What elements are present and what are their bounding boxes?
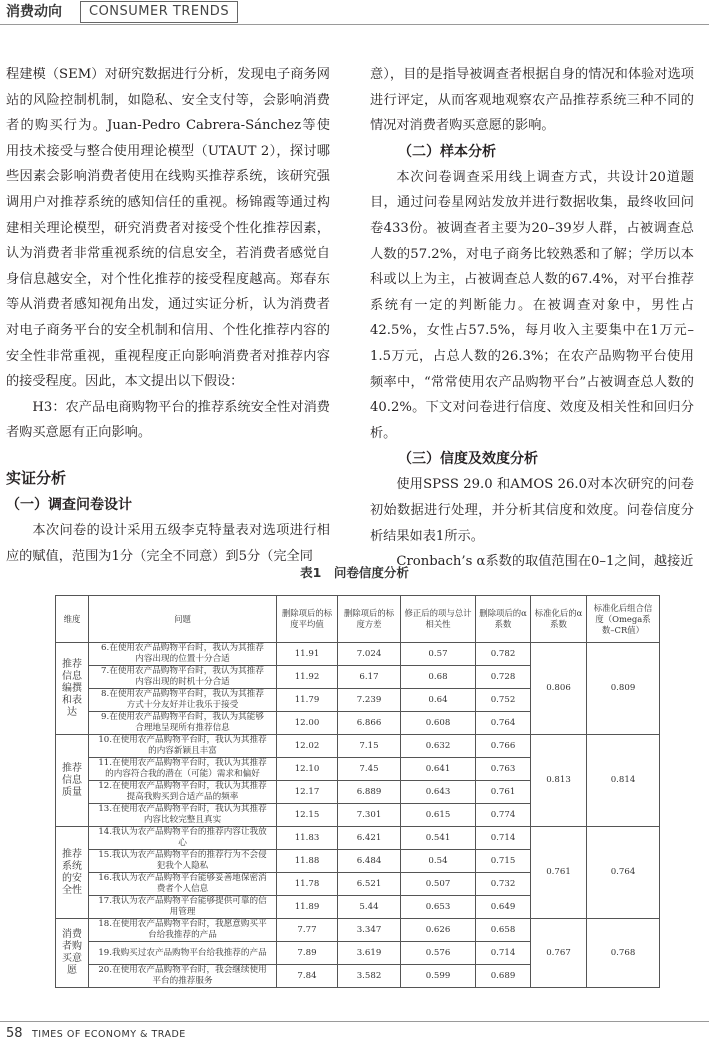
- table-row: [56, 735, 660, 758]
- table-title: 表1 问卷信度分析: [300, 565, 409, 580]
- correlation-cell: 0.608: [401, 712, 476, 735]
- question-cell: 9.在使用农产品购物平台时，我认为其能够合理地呈现所有推荐信息: [89, 712, 277, 735]
- correlation-cell: 0.626: [401, 919, 476, 942]
- dimension-cell: 消费者购买意愿: [56, 919, 89, 988]
- right-column: [370, 62, 694, 575]
- alpha-cell: 0.732: [476, 873, 531, 896]
- alpha-cell: 0.752: [476, 689, 531, 712]
- paragraph: Cronbach’s α系数的取值范围在0–1之间，越接近: [396, 554, 694, 570]
- variance-cell: 7.45: [338, 758, 401, 781]
- alpha-cell: 0.766: [476, 735, 531, 758]
- alpha-cell: 0.689: [476, 965, 531, 988]
- correlation-cell: 0.599: [401, 965, 476, 988]
- header-cell: 修正后的项与总计相关性: [401, 596, 476, 643]
- mean-cell: 7.89: [277, 942, 338, 965]
- correlation-cell: 0.57: [401, 643, 476, 666]
- hypothesis: H3：农产品电商购物平台的推荐系统安全性对消费者购买意愿有正向影响。: [6, 399, 330, 441]
- correlation-cell: 0.643: [401, 781, 476, 804]
- mean-cell: 11.88: [277, 850, 338, 873]
- mean-cell: 12.00: [277, 712, 338, 735]
- question-cell: 19.我购买过农产品购物平台给我推荐的产品: [89, 942, 277, 965]
- question-cell: 13.在使用农产品购物平台时，我认为其推荐内容比较完整且真实: [89, 804, 277, 827]
- table-row: [56, 827, 660, 850]
- variance-cell: 6.421: [338, 827, 401, 850]
- correlation-cell: 0.507: [401, 873, 476, 896]
- mean-cell: 11.83: [277, 827, 338, 850]
- question-cell: 12.在使用农产品购物平台时，我认为其推荐提高我购买到合适产品的频率: [89, 781, 277, 804]
- variance-cell: 3.619: [338, 942, 401, 965]
- question-cell: 14.我认为农产品购物平台的推荐内容让我放心: [89, 827, 277, 850]
- correlation-cell: 0.541: [401, 827, 476, 850]
- correlation-cell: 0.641: [401, 758, 476, 781]
- mean-cell: 11.91: [277, 643, 338, 666]
- question-cell: 17.我认为农产品购物平台能够提供可靠的信用管理: [89, 896, 277, 919]
- correlation-cell: 0.653: [401, 896, 476, 919]
- header-cell: 问题: [89, 596, 277, 643]
- dimension-cell: 推荐信息编撰和表达: [56, 643, 89, 735]
- alpha-cell: 0.658: [476, 919, 531, 942]
- question-cell: 11.在使用农产品购物平台时，我认为其推荐的内容符合我的潜在（可能）需求和偏好: [89, 758, 277, 781]
- header-cell: 删除项后的α系数: [476, 596, 531, 643]
- subsection-heading: （一）调查问卷设计: [6, 496, 132, 513]
- alpha-cell: 0.715: [476, 850, 531, 873]
- variance-cell: 6.521: [338, 873, 401, 896]
- question-cell: 7.在使用农产品购物平台时，我认为其推荐内容出现的时机十分合适: [89, 666, 277, 689]
- std-alpha-cell: 0.767: [531, 919, 587, 988]
- header-rule: [0, 24, 709, 25]
- alpha-cell: 0.782: [476, 643, 531, 666]
- cr-cell: 0.809: [587, 643, 660, 735]
- variance-cell: 7.239: [338, 689, 401, 712]
- cr-cell: 0.814: [587, 735, 660, 827]
- variance-cell: 7.301: [338, 804, 401, 827]
- cr-cell: 0.764: [587, 827, 660, 919]
- variance-cell: 7.024: [338, 643, 401, 666]
- correlation-cell: 0.632: [401, 735, 476, 758]
- paragraph: 使用SPSS 29.0 和AMOS 26.0对本次研究的问卷初始数据进行处理，并分析其信度和效度。问卷信度分析结果如表1所示。: [370, 477, 694, 544]
- mean-cell: 12.10: [277, 758, 338, 781]
- section-label-en: CONSUMER TRENDS: [80, 1, 238, 23]
- subsection-heading: （二）样本分析: [398, 143, 496, 160]
- correlation-cell: 0.615: [401, 804, 476, 827]
- paragraph: 本次问卷的设计采用五级李克特量表对选项进行相应的赋值，范围为1分（完全不同意）到5分（完全同: [6, 522, 330, 564]
- mean-cell: 11.78: [277, 873, 338, 896]
- mean-cell: 12.17: [277, 781, 338, 804]
- alpha-cell: 0.649: [476, 896, 531, 919]
- footer-rule: [0, 1021, 709, 1022]
- mean-cell: 11.92: [277, 666, 338, 689]
- reliability-table: [55, 595, 660, 988]
- variance-cell: 6.484: [338, 850, 401, 873]
- correlation-cell: 0.64: [401, 689, 476, 712]
- table-row: [56, 643, 660, 666]
- left-column: [6, 62, 330, 569]
- alpha-cell: 0.774: [476, 804, 531, 827]
- header-cell: 标准化后组合信度（Omega系数–CR值）: [587, 596, 660, 643]
- mean-cell: 12.02: [277, 735, 338, 758]
- variance-cell: 3.347: [338, 919, 401, 942]
- std-alpha-cell: 0.806: [531, 643, 587, 735]
- section-label: 消费动向: [6, 4, 62, 20]
- question-cell: 8.在使用农产品购物平台时，我认为其推荐方式十分友好并让我乐于接受: [89, 689, 277, 712]
- std-alpha-cell: 0.813: [531, 735, 587, 827]
- question-cell: 6.在使用农产品购物平台时，我认为其推荐内容出现的位置十分合适: [89, 643, 277, 666]
- header-cell: 标准化后的α系数: [531, 596, 587, 643]
- header-cell: 维度: [56, 596, 89, 643]
- page-number: 58: [6, 1026, 23, 1041]
- alpha-cell: 0.714: [476, 827, 531, 850]
- variance-cell: 6.889: [338, 781, 401, 804]
- variance-cell: 5.44: [338, 896, 401, 919]
- paragraph: 本次问卷调查采用线上调查方式，共设计20道题目，通过问卷星网站发放并进行数据收集，最终收回问卷433份。被调查者主要为20–39岁人群，占被调查总人数的57.2%，对电子商务比较熟悉和了解；学历以本科或以上为主，占被调查总人数的67.4%，对平台推荐系统有一定的判断能力。在被调查对象中，男性占42.5%，女性占57.5%，每月收入主要集中在1万元–1.5万元，占总人数的26.3%；在农产品购物平台使用频率中，“常常使用农产品购物平台”占被调查总人数的40.2%。下文对问卷进行信度、效度及相关性和回归分析。: [370, 169, 694, 441]
- variance-cell: 7.15: [338, 735, 401, 758]
- section-heading: 实证分析: [6, 468, 67, 487]
- alpha-cell: 0.761: [476, 781, 531, 804]
- alpha-cell: 0.714: [476, 942, 531, 965]
- paragraph: 程建模（SEM）对研究数据进行分析，发现电子商务网站的风险控制机制，如隐私、安全支付等，会影响消费者的购买行为。Juan-Pedro Cabrera-Sánchez等使用技术接受与整合使用理论模型（UTAUT 2），探讨哪些因素会影响消费者使用在线购买推荐系统，该研究强调用户对推荐系统的感知信任的重视。杨锦霞等通过构建相关理论模型，研究消费者对接受个性化推荐因素，认为消费者非常重视系统的信息安全，若消费者感觉自身信息越安全，对个性化推荐的接受程度越高。郑春东等从消费者感知视角出发，通过实证分析，认为消费者对电子商务平台的安全机制和信用、个性化推荐内容的安全性非常重视，重视程度正向影响消费者对推荐内容的接受程度。因此，本文提出以下假设：: [6, 67, 330, 390]
- mean-cell: 11.79: [277, 689, 338, 712]
- mean-cell: 7.77: [277, 919, 338, 942]
- question-cell: 16.我认为农产品购物平台能够妥善地保密消费者个人信息: [89, 873, 277, 896]
- table-row: [56, 919, 660, 942]
- std-alpha-cell: 0.761: [531, 827, 587, 919]
- page-header: [0, 0, 709, 24]
- question-cell: 20.在使用农产品购物平台时，我会继续使用平台的推荐服务: [89, 965, 277, 988]
- correlation-cell: 0.576: [401, 942, 476, 965]
- question-cell: 15.我认为农产品购物平台的推荐行为不会侵犯我个人隐私: [89, 850, 277, 873]
- header-cell: 删除项后的标度平均值: [277, 596, 338, 643]
- journal-name: TIMES OF ECONOMY & TRADE: [32, 1029, 186, 1040]
- dimension-cell: 推荐信息质量: [56, 735, 89, 827]
- alpha-cell: 0.763: [476, 758, 531, 781]
- subsection-heading: （三）信度及效度分析: [398, 451, 538, 468]
- dimension-cell: 推荐系统的安全性: [56, 827, 89, 919]
- question-cell: 10.在使用农产品购物平台时，我认为其推荐的内容新颖且丰富: [89, 735, 277, 758]
- paragraph: 意），目的是指导被调查者根据自身的情况和体验对选项进行评定，从而客观地观察农产品推荐系统三种不同的情况对消费者购买意愿的影响。: [370, 67, 694, 134]
- header-cell: 删除项后的标度方差: [338, 596, 401, 643]
- table-header-row: [56, 596, 660, 643]
- correlation-cell: 0.68: [401, 666, 476, 689]
- alpha-cell: 0.728: [476, 666, 531, 689]
- correlation-cell: 0.54: [401, 850, 476, 873]
- mean-cell: 7.84: [277, 965, 338, 988]
- variance-cell: 3.582: [338, 965, 401, 988]
- question-cell: 18.在使用农产品购物平台时，我愿意购买平台给我推荐的产品: [89, 919, 277, 942]
- mean-cell: 11.89: [277, 896, 338, 919]
- cr-cell: 0.768: [587, 919, 660, 988]
- alpha-cell: 0.764: [476, 712, 531, 735]
- mean-cell: 12.15: [277, 804, 338, 827]
- variance-cell: 6.17: [338, 666, 401, 689]
- variance-cell: 6.866: [338, 712, 401, 735]
